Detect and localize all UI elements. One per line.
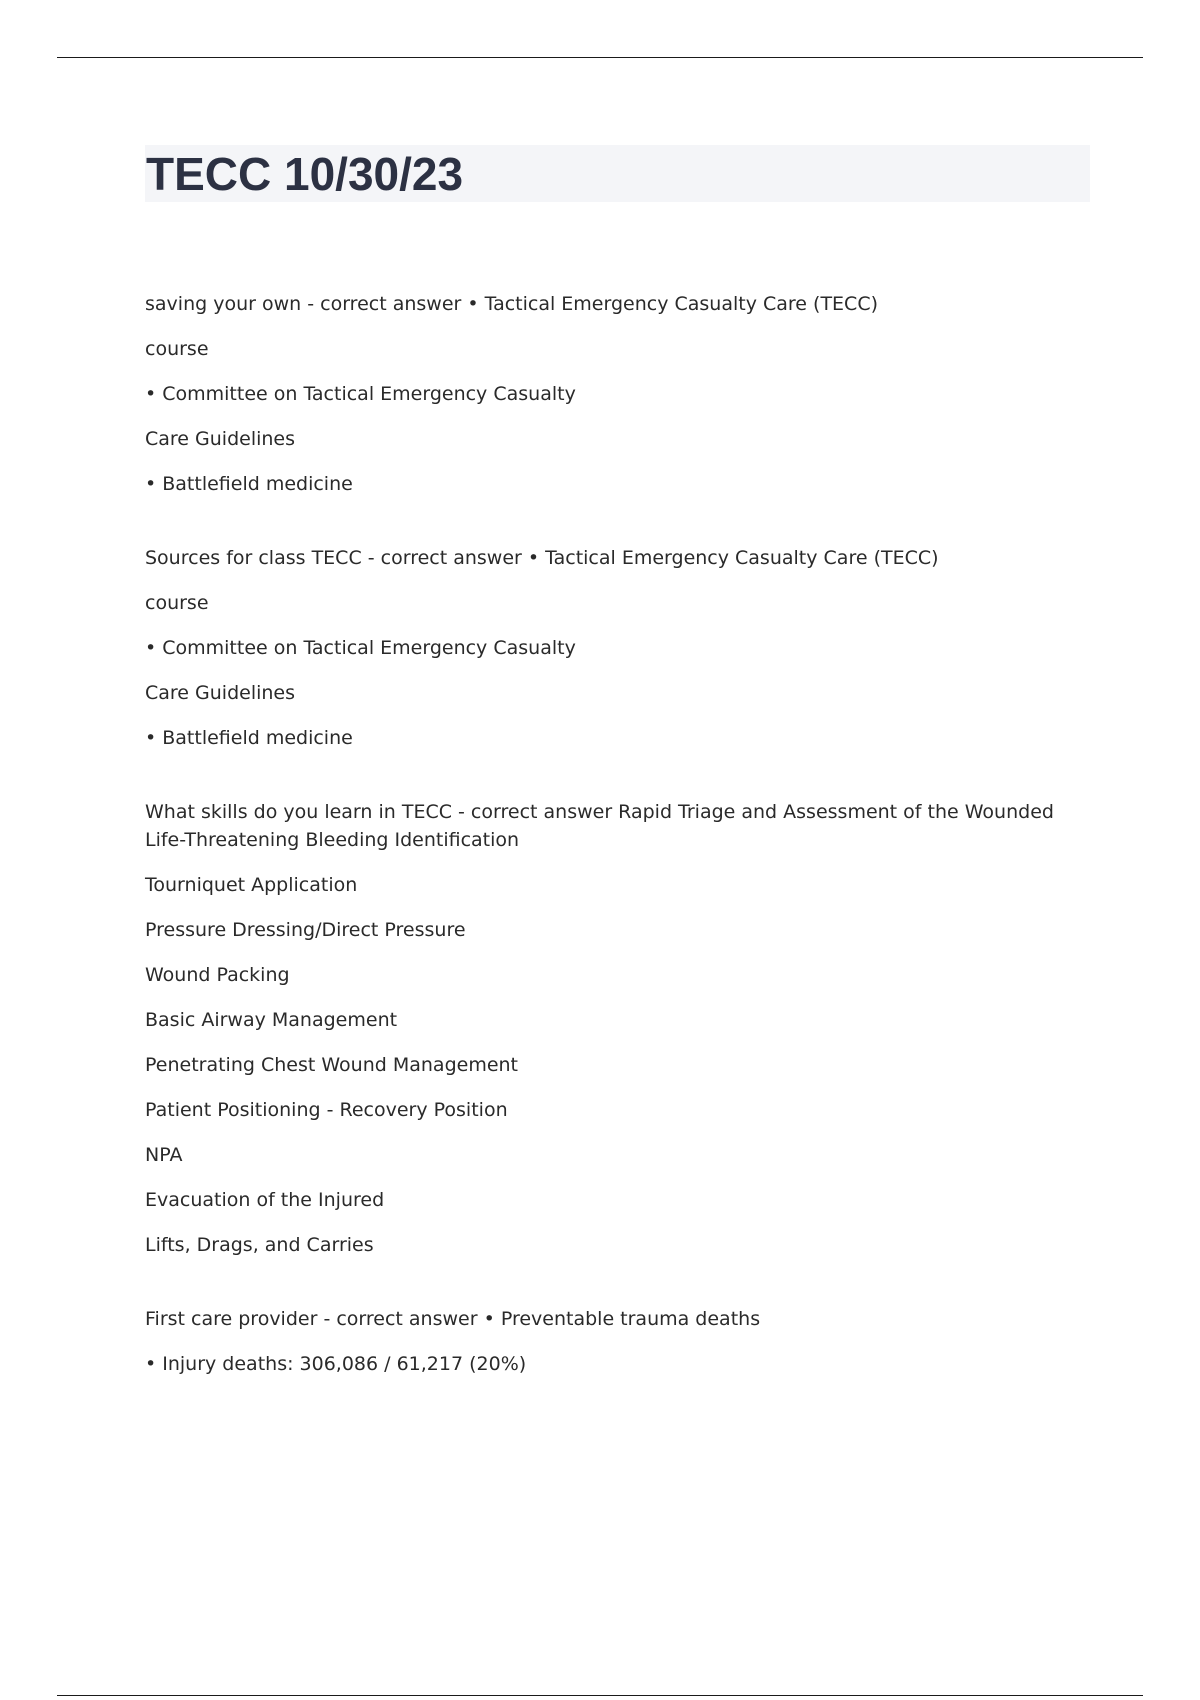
qa-first-line [145, 544, 1065, 572]
qa-line: • Battlefield medicine [145, 727, 353, 749]
qa-first-line [145, 1305, 1065, 1333]
qa-first-line [145, 290, 1065, 318]
document-body [145, 290, 1065, 1424]
qa-separator: - correct answer [361, 547, 528, 569]
qa-entry [145, 798, 1065, 1259]
page-title: TECC 10/30/23 [146, 148, 464, 200]
qa-line: Evacuation of the Injured [145, 1189, 385, 1211]
qa-entry [145, 544, 1065, 752]
qa-line: Care Guidelines [145, 682, 296, 704]
qa-line: • Committee on Tactical Emergency Casualty [145, 637, 576, 659]
qa-entry [145, 290, 1065, 498]
qa-first-line [145, 798, 1065, 854]
qa-term: First care provider [145, 1308, 318, 1330]
qa-line: • Battlefield medicine [145, 473, 353, 495]
qa-line: Wound Packing [145, 964, 290, 986]
qa-answer: Rapid Triage and Assessment of the Wounded Life-Threatening Bleeding Identification [145, 801, 1054, 851]
qa-line: Basic Airway Management [145, 1009, 398, 1031]
qa-line: NPA [145, 1144, 183, 1166]
qa-separator: - correct answer [317, 1308, 484, 1330]
qa-line: Lifts, Drags, and Carries [145, 1234, 374, 1256]
qa-term: Sources for class TECC [145, 547, 362, 569]
qa-line: course [145, 338, 209, 360]
qa-line: course [145, 592, 209, 614]
qa-line: • Injury deaths: 306,086 / 61,217 (20%) [145, 1353, 527, 1375]
qa-line: • Committee on Tactical Emergency Casualty [145, 383, 576, 405]
top-rule [57, 57, 1143, 58]
qa-line: Patient Positioning - Recovery Position [145, 1099, 508, 1121]
qa-separator: - correct answer [452, 801, 619, 823]
qa-answer: • Tactical Emergency Casualty Care (TECC) [467, 293, 879, 315]
qa-separator: - correct answer [301, 293, 468, 315]
qa-line: Pressure Dressing/Direct Pressure [145, 919, 466, 941]
qa-term: saving your own [145, 293, 302, 315]
qa-line: Penetrating Chest Wound Management [145, 1054, 519, 1076]
qa-answer: • Preventable trauma deaths [483, 1308, 761, 1330]
qa-entry [145, 1305, 1065, 1378]
qa-term: What skills do you learn in TECC [145, 801, 452, 823]
qa-answer: • Tactical Emergency Casualty Care (TECC) [527, 547, 939, 569]
qa-line: Tourniquet Application [145, 874, 358, 896]
bottom-rule [57, 1695, 1143, 1696]
qa-line: Care Guidelines [145, 428, 296, 450]
